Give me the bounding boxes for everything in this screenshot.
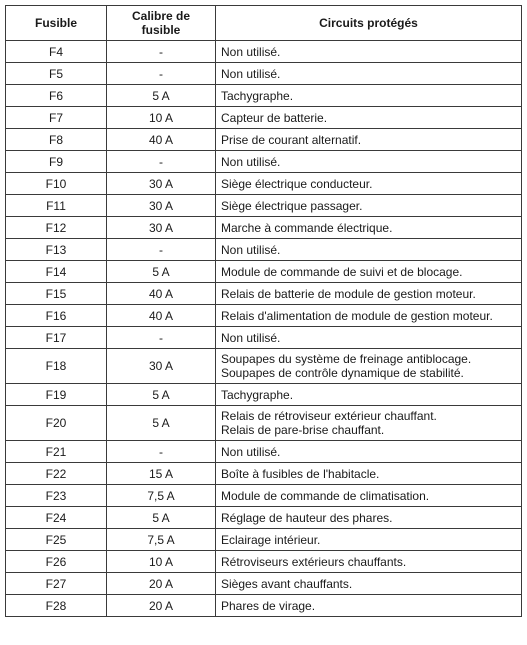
table-row (6, 349, 522, 384)
fuse-cell: F11 (6, 195, 107, 217)
table-row (6, 63, 522, 85)
table-row (6, 195, 522, 217)
circuit-cell: Prise de courant alternatif. (216, 129, 522, 151)
rating-cell: 10 A (107, 551, 216, 573)
rating-cell: 40 A (107, 305, 216, 327)
table-row (6, 406, 522, 441)
rating-cell: 5 A (107, 384, 216, 406)
fuse-cell: F28 (6, 595, 107, 617)
table-row (6, 261, 522, 283)
fuse-cell: F17 (6, 327, 107, 349)
fuse-cell: F16 (6, 305, 107, 327)
circuit-cell: Relais de rétroviseur extérieur chauffant. Relais de pare-brise chauffant. (216, 406, 522, 441)
fuse-cell: F18 (6, 349, 107, 384)
table-row (6, 507, 522, 529)
fuse-cell: F7 (6, 107, 107, 129)
fuse-cell: F14 (6, 261, 107, 283)
circuit-cell: Siège électrique passager. (216, 195, 522, 217)
circuit-cell: Non utilisé. (216, 441, 522, 463)
rating-cell: 5 A (107, 406, 216, 441)
table-row (6, 463, 522, 485)
fuse-cell: F22 (6, 463, 107, 485)
circuit-cell: Module de commande de climatisation. (216, 485, 522, 507)
fuse-cell: F25 (6, 529, 107, 551)
table-row (6, 441, 522, 463)
rating-cell: - (107, 327, 216, 349)
rating-cell: - (107, 239, 216, 261)
rating-cell: 30 A (107, 195, 216, 217)
circuit-cell: Relais d'alimentation de module de gestion moteur. (216, 305, 522, 327)
fuse-cell: F26 (6, 551, 107, 573)
circuit-cell: Module de commande de suivi et de blocage. (216, 261, 522, 283)
rating-cell: 15 A (107, 463, 216, 485)
table-row (6, 384, 522, 406)
table-row (6, 529, 522, 551)
rating-cell: 5 A (107, 507, 216, 529)
fuse-cell: F24 (6, 507, 107, 529)
table-row (6, 173, 522, 195)
rating-cell: 20 A (107, 573, 216, 595)
fuse-cell: F8 (6, 129, 107, 151)
fuse-cell: F13 (6, 239, 107, 261)
circuit-cell: Réglage de hauteur des phares. (216, 507, 522, 529)
circuit-cell: Relais de batterie de module de gestion moteur. (216, 283, 522, 305)
fuse-table-container (5, 5, 522, 617)
circuit-cell: Soupapes du système de freinage antiblocage. Soupapes de contrôle dynamique de stabilité. (216, 349, 522, 384)
table-row (6, 283, 522, 305)
circuit-cell: Phares de virage. (216, 595, 522, 617)
table-row (6, 107, 522, 129)
circuit-cell: Siège électrique conducteur. (216, 173, 522, 195)
table-row (6, 327, 522, 349)
header-rating: Calibre de fusible (107, 6, 216, 41)
fuse-cell: F19 (6, 384, 107, 406)
rating-cell: 40 A (107, 283, 216, 305)
circuit-cell: Eclairage intérieur. (216, 529, 522, 551)
table-row (6, 239, 522, 261)
table-row (6, 551, 522, 573)
rating-cell: - (107, 41, 216, 63)
fuse-cell: F6 (6, 85, 107, 107)
rating-cell: 5 A (107, 85, 216, 107)
table-row (6, 573, 522, 595)
rating-cell: 10 A (107, 107, 216, 129)
circuit-cell: Capteur de batterie. (216, 107, 522, 129)
fuse-cell: F21 (6, 441, 107, 463)
rating-cell: - (107, 441, 216, 463)
fuse-cell: F23 (6, 485, 107, 507)
circuit-cell: Boîte à fusibles de l'habitacle. (216, 463, 522, 485)
rating-cell: 20 A (107, 595, 216, 617)
header-circuits: Circuits protégés (216, 6, 522, 41)
circuit-cell: Tachygraphe. (216, 85, 522, 107)
table-row (6, 85, 522, 107)
circuit-cell: Non utilisé. (216, 63, 522, 85)
rating-cell: - (107, 151, 216, 173)
circuit-cell: Non utilisé. (216, 327, 522, 349)
rating-cell: 30 A (107, 173, 216, 195)
rating-cell: 40 A (107, 129, 216, 151)
fuse-cell: F5 (6, 63, 107, 85)
fuse-cell: F9 (6, 151, 107, 173)
rating-cell: - (107, 63, 216, 85)
table-row (6, 485, 522, 507)
table-row (6, 129, 522, 151)
fuse-cell: F20 (6, 406, 107, 441)
circuit-cell: Non utilisé. (216, 239, 522, 261)
rating-cell: 30 A (107, 217, 216, 239)
fuse-cell: F27 (6, 573, 107, 595)
table-row (6, 217, 522, 239)
fuse-table (5, 5, 522, 617)
fuse-cell: F10 (6, 173, 107, 195)
rating-cell: 7,5 A (107, 485, 216, 507)
table-row (6, 41, 522, 63)
header-fuse: Fusible (6, 6, 107, 41)
fuse-cell: F15 (6, 283, 107, 305)
circuit-cell: Rétroviseurs extérieurs chauffants. (216, 551, 522, 573)
fuse-cell: F12 (6, 217, 107, 239)
circuit-cell: Tachygraphe. (216, 384, 522, 406)
circuit-cell: Non utilisé. (216, 151, 522, 173)
circuit-cell: Sièges avant chauffants. (216, 573, 522, 595)
table-row (6, 151, 522, 173)
table-row (6, 595, 522, 617)
circuit-cell: Marche à commande électrique. (216, 217, 522, 239)
rating-cell: 5 A (107, 261, 216, 283)
table-row (6, 305, 522, 327)
circuit-cell: Non utilisé. (216, 41, 522, 63)
rating-cell: 7,5 A (107, 529, 216, 551)
rating-cell: 30 A (107, 349, 216, 384)
header-row (6, 6, 522, 41)
fuse-cell: F4 (6, 41, 107, 63)
